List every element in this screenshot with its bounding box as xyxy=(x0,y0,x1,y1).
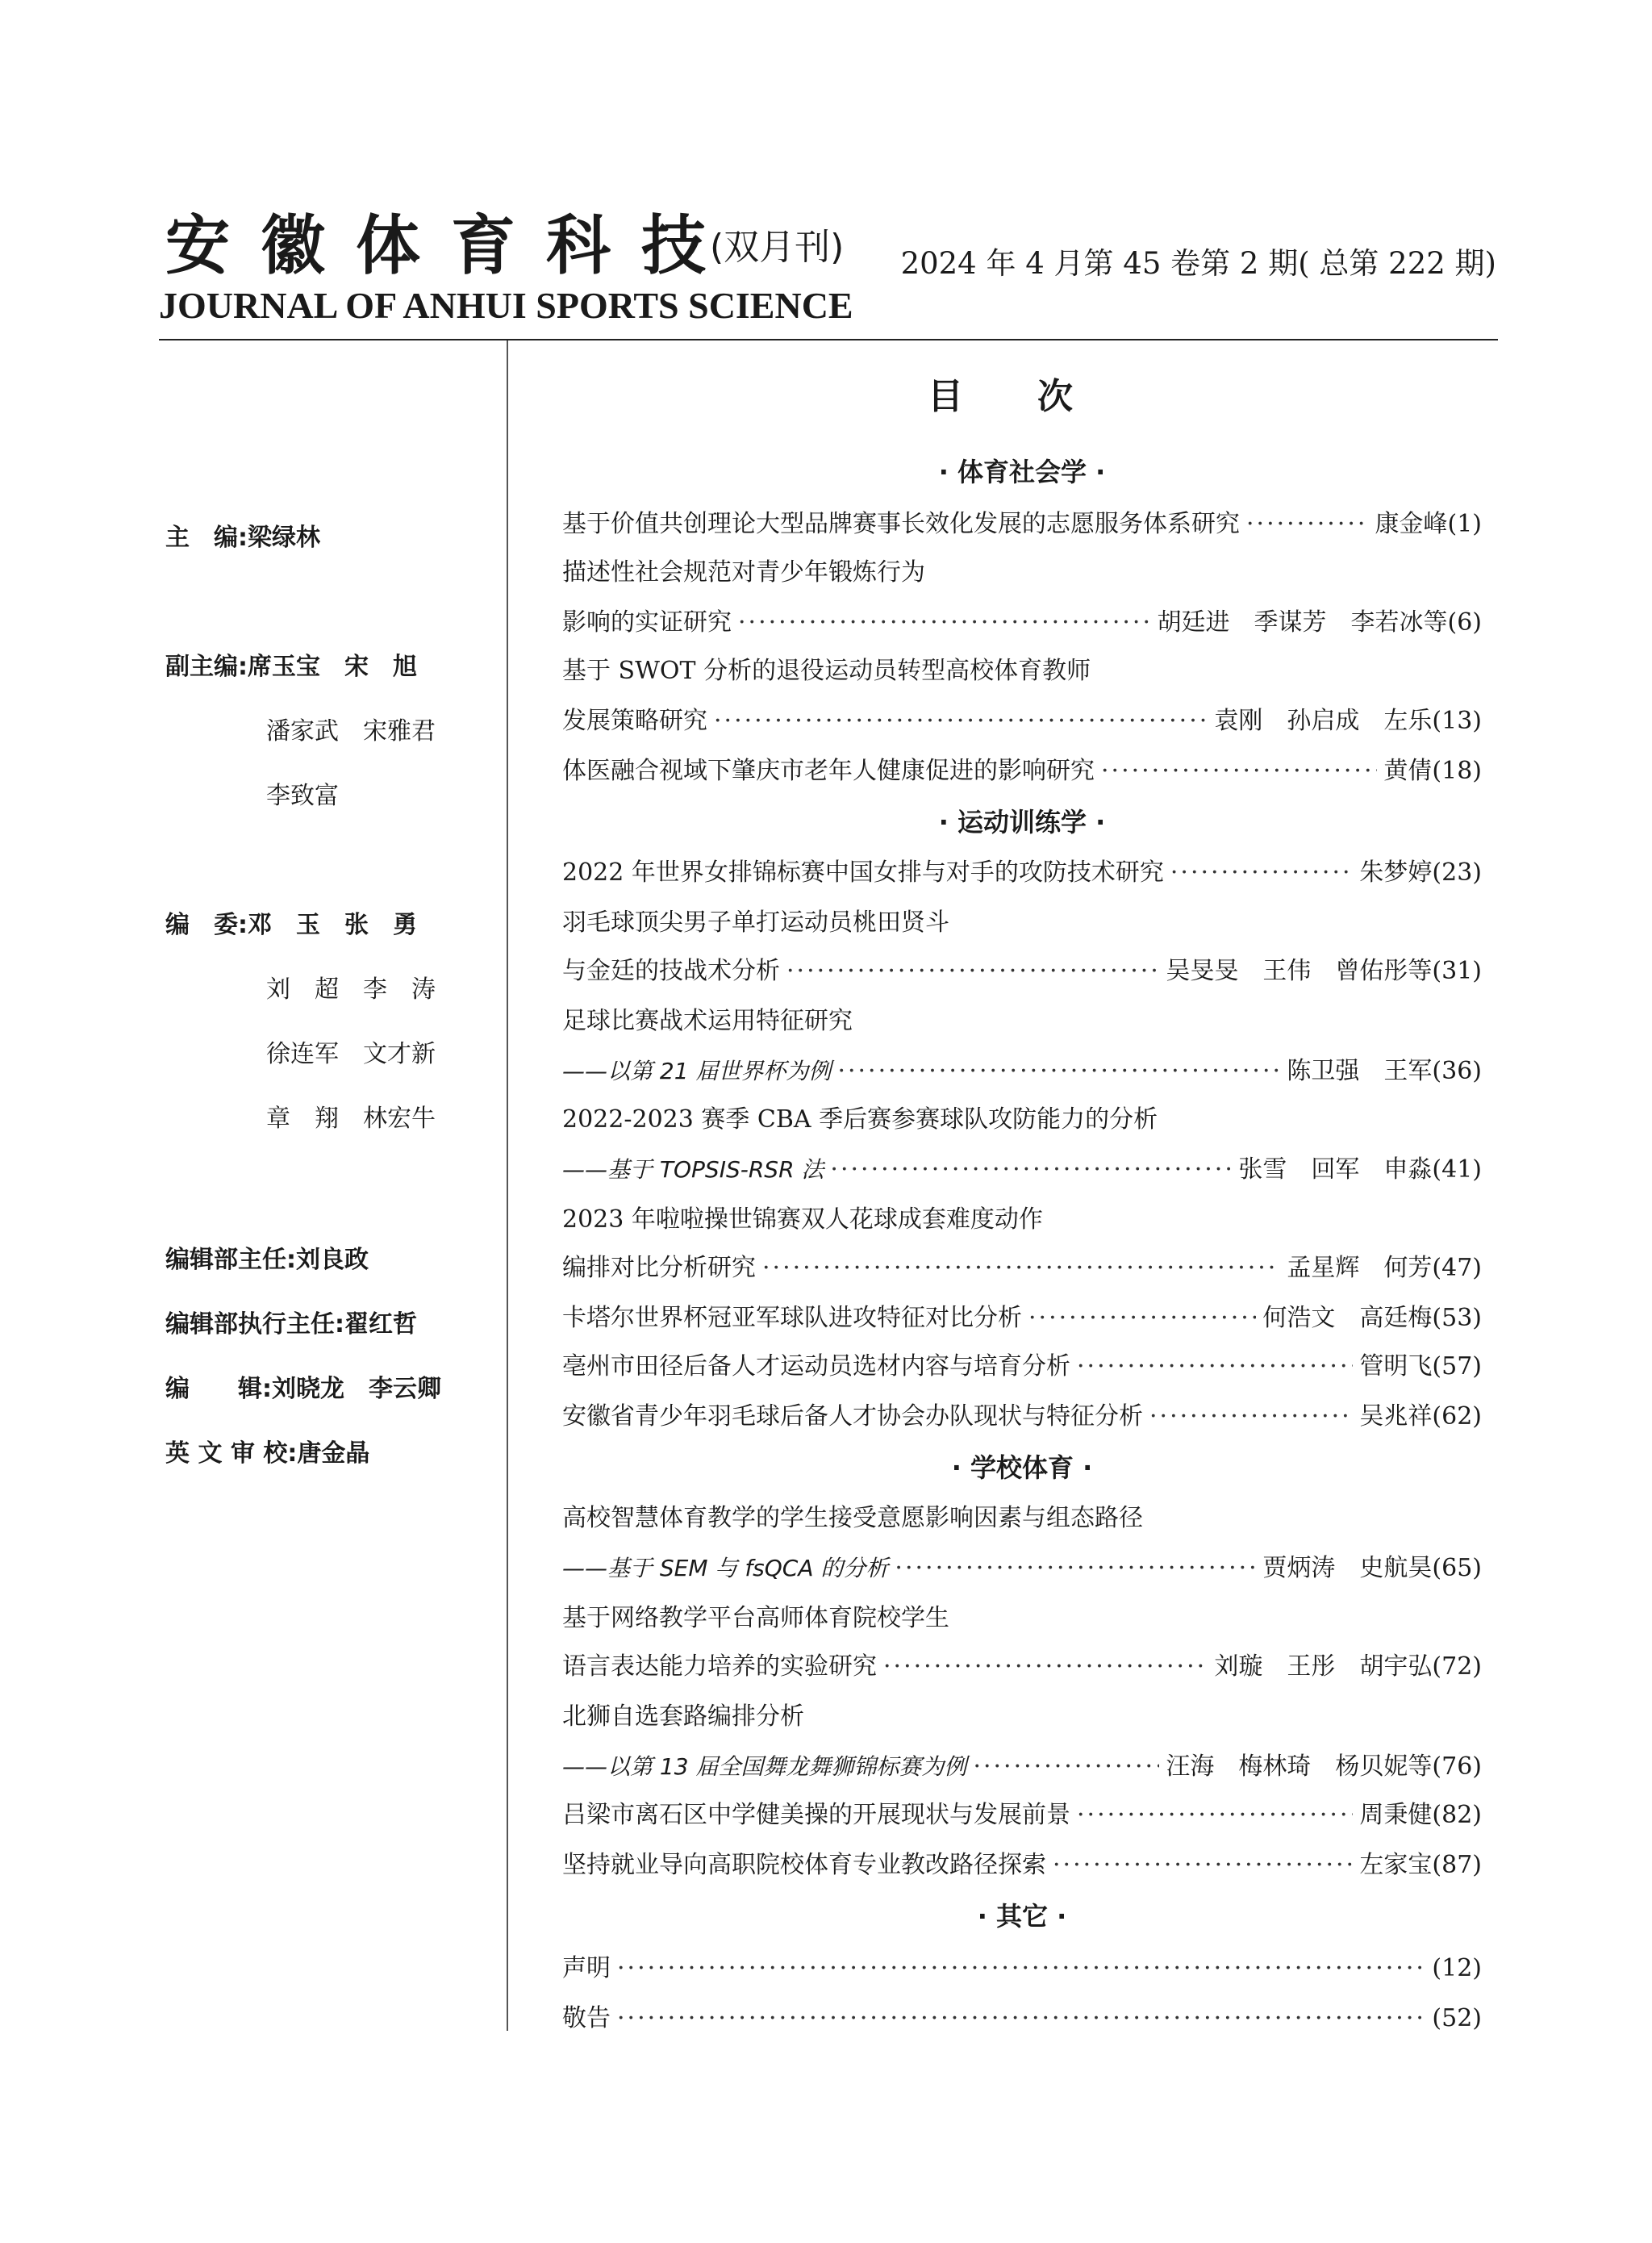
entry-authors: 周秉健(82) xyxy=(1359,1801,1482,1829)
entry-authors: 胡廷进 季谋芳 李若冰等(6) xyxy=(1157,608,1482,637)
entry-title-lead: 高校智慧体育教学的学生接受意愿影响因素与组态路径 xyxy=(562,1504,1143,1532)
leader-dots xyxy=(973,1749,1159,1785)
editorial-board-row: 徐连军 文才新 xyxy=(266,1040,436,1068)
entry-title-lead: 描述性社会规范对青少年锻炼行为 xyxy=(562,558,925,587)
column-divider xyxy=(507,340,508,2031)
editorial-board-row: 邓 玉 张 勇 xyxy=(248,911,417,939)
toc-entry[interactable] xyxy=(562,754,1482,789)
section-heading: · 学校体育 · xyxy=(951,1452,1093,1483)
entry-authors: 汪海 梅林琦 杨贝妮等(76) xyxy=(1166,1752,1482,1781)
toc-entry[interactable] xyxy=(562,605,1482,641)
entry-title-lead: 基于 SWOT 分析的退役运动员转型高校体育教师 xyxy=(562,657,1091,685)
entry-authors: 康金峰(1) xyxy=(1375,510,1482,538)
toc-entry[interactable] xyxy=(562,1349,1482,1385)
leader-dots xyxy=(1028,1301,1256,1336)
leader-dots xyxy=(1246,507,1369,542)
leader-dots xyxy=(1077,1349,1353,1385)
leader-dots xyxy=(1101,754,1377,789)
entry-title: 安徽省青少年羽毛球后备人才协会办队现状与特征分析 xyxy=(562,1402,1143,1431)
entry-authors: 吴旻旻 王伟 曾佑彤等(31) xyxy=(1166,957,1482,985)
top-rule xyxy=(159,339,1498,340)
entry-title-lead: 2023 年啦啦操世锦赛双人花球成套难度动作 xyxy=(562,1205,1043,1234)
office-exec-director-label: 编辑部执行主任: xyxy=(165,1310,344,1339)
english-proofreader-name: 唐金晶 xyxy=(297,1439,370,1468)
leader-dots xyxy=(895,1551,1256,1586)
entry-title: ——基于 TOPSIS-RSR 法 xyxy=(562,1156,824,1183)
editor-in-chief-label: 主 编: xyxy=(165,524,248,552)
toc-entry[interactable] xyxy=(562,507,1482,542)
entry-title: 吕梁市离石区中学健美操的开展现状与发展前景 xyxy=(562,1801,1070,1829)
section-heading: · 其它 · xyxy=(977,1901,1067,1932)
editors-names: 刘晓龙 李云卿 xyxy=(272,1375,441,1403)
entry-title: 与金廷的技战术分析 xyxy=(562,957,780,985)
entry-title: 坚持就业导向高职院校体育专业教改路径探索 xyxy=(562,1851,1046,1879)
entry-title: 体医融合视域下肇庆市老年人健康促进的影响研究 xyxy=(562,757,1095,785)
entry-authors: 贾炳涛 史航昊(65) xyxy=(1262,1554,1482,1582)
office-exec-director-name: 翟红哲 xyxy=(344,1310,417,1339)
toc-entry[interactable] xyxy=(562,855,1482,891)
toc-entry[interactable] xyxy=(562,1649,1482,1685)
entry-authors: (52) xyxy=(1432,2004,1482,2032)
leader-dots xyxy=(883,1649,1208,1685)
entry-authors: 张雪 回军 申淼(41) xyxy=(1238,1155,1482,1184)
editorial-board-label: 编 委: xyxy=(165,911,248,939)
leader-dots xyxy=(762,1251,1280,1286)
entry-title: 影响的实证研究 xyxy=(562,608,732,637)
toc-entry[interactable] xyxy=(562,1399,1482,1435)
entry-title: ——基于 SEM 与 fsQCA 的分析 xyxy=(562,1555,889,1581)
toc-entry[interactable] xyxy=(562,1848,1482,1883)
leader-dots xyxy=(1170,855,1354,891)
toc-entry[interactable] xyxy=(562,704,1482,739)
entry-authors: 陈卫强 王军(36) xyxy=(1287,1057,1482,1085)
toc-entry[interactable] xyxy=(562,1749,1482,1785)
journal-frequency: (双月刊) xyxy=(710,227,845,268)
entry-title-lead: 羽毛球顶尖男子单打运动员桃田贤斗 xyxy=(562,908,949,937)
entry-authors: (12) xyxy=(1432,1954,1482,1982)
journal-title-en: JOURNAL OF ANHUI SPORTS SCIENCE xyxy=(159,285,853,326)
english-proofreader-label: 英 文 审 校: xyxy=(165,1439,298,1468)
section-heading: · 体育社会学 · xyxy=(938,457,1106,487)
leader-dots xyxy=(1149,1399,1353,1435)
leader-dots xyxy=(738,605,1151,641)
entry-title-lead: 足球比赛战术运用特征研究 xyxy=(562,1007,853,1035)
entry-authors: 何浩文 高廷梅(53) xyxy=(1262,1304,1482,1332)
toc-entry[interactable] xyxy=(562,1798,1482,1833)
entry-title: 发展策略研究 xyxy=(562,707,707,735)
leader-dots xyxy=(714,704,1208,739)
leader-dots xyxy=(786,954,1159,989)
toc-entry[interactable] xyxy=(562,2001,1482,2036)
toc-entry[interactable] xyxy=(562,1951,1482,1986)
editors-label: 编 辑: xyxy=(165,1375,272,1403)
toc-title: 目次 xyxy=(928,376,1147,417)
entry-title: 编排对比分析研究 xyxy=(562,1254,756,1282)
deputy-editors-row: 潘家武 宋雅君 xyxy=(266,717,436,746)
entry-title-lead: 北狮自选套路编排分析 xyxy=(562,1702,804,1731)
entry-title-lead: 基于网络教学平台高师体育院校学生 xyxy=(562,1604,949,1632)
office-director-label: 编辑部主任: xyxy=(165,1246,296,1274)
toc-entry[interactable] xyxy=(562,1054,1482,1089)
leader-dots xyxy=(837,1054,1280,1089)
entry-authors: 黄倩(18) xyxy=(1383,757,1482,785)
deputy-editors-row: 李致富 xyxy=(266,782,339,810)
entry-title: 声明 xyxy=(562,1954,611,1982)
toc-entry[interactable] xyxy=(562,954,1482,989)
issue-info: 2024 年 4 月第 45 卷第 2 期( 总第 222 期) xyxy=(900,246,1496,281)
deputy-editors-label: 副主编: xyxy=(165,653,248,681)
office-director-name: 刘良政 xyxy=(296,1246,369,1274)
toc-entry[interactable] xyxy=(562,1301,1482,1336)
entry-authors: 袁刚 孙启成 左乐(13) xyxy=(1214,707,1482,735)
section-heading: · 运动训练学 · xyxy=(938,807,1106,837)
entry-title: ——以第 13 届全国舞龙舞狮锦标赛为例 xyxy=(562,1753,967,1780)
entry-title: 2022 年世界女排锦标赛中国女排与对手的攻防技术研究 xyxy=(562,858,1164,887)
entry-title: 敬告 xyxy=(562,2004,611,2032)
leader-dots xyxy=(1053,1848,1353,1883)
toc-entry[interactable] xyxy=(562,1551,1482,1586)
entry-authors: 刘璇 王彤 胡宇弘(72) xyxy=(1214,1652,1482,1681)
leader-dots xyxy=(830,1152,1232,1188)
entry-title: ——以第 21 届世界杯为例 xyxy=(562,1058,832,1084)
editor-in-chief-name: 梁绿林 xyxy=(248,524,320,552)
entry-authors: 吴兆祥(62) xyxy=(1359,1402,1482,1431)
entry-authors: 孟星辉 何芳(47) xyxy=(1287,1254,1482,1282)
toc-entry[interactable] xyxy=(562,1251,1482,1286)
entry-authors: 管明飞(57) xyxy=(1359,1352,1482,1380)
deputy-editors-row: 席玉宝 宋 旭 xyxy=(248,653,417,681)
entry-authors: 朱梦婷(23) xyxy=(1359,858,1482,887)
entry-title: 语言表达能力培养的实验研究 xyxy=(562,1652,877,1681)
entry-title-lead: 2022-2023 赛季 CBA 季后赛参赛球队攻防能力的分析 xyxy=(562,1105,1158,1134)
journal-title-cn: 安徽体育科技 xyxy=(165,208,736,283)
entry-title: 亳州市田径后备人才运动员选材内容与培育分析 xyxy=(562,1352,1070,1380)
entry-title: 卡塔尔世界杯冠亚军球队进攻特征对比分析 xyxy=(562,1304,1022,1332)
editorial-board-row: 章 翔 林宏牛 xyxy=(266,1105,436,1133)
editorial-board-row: 刘 超 李 涛 xyxy=(266,975,436,1004)
toc-entry[interactable] xyxy=(562,1152,1482,1188)
entry-title: 基于价值共创理论大型品牌赛事长效化发展的志愿服务体系研究 xyxy=(562,510,1240,538)
leader-dots xyxy=(1077,1798,1353,1833)
leader-dots xyxy=(617,1951,1425,1986)
entry-authors: 左家宝(87) xyxy=(1359,1851,1482,1879)
leader-dots xyxy=(617,2001,1425,2036)
